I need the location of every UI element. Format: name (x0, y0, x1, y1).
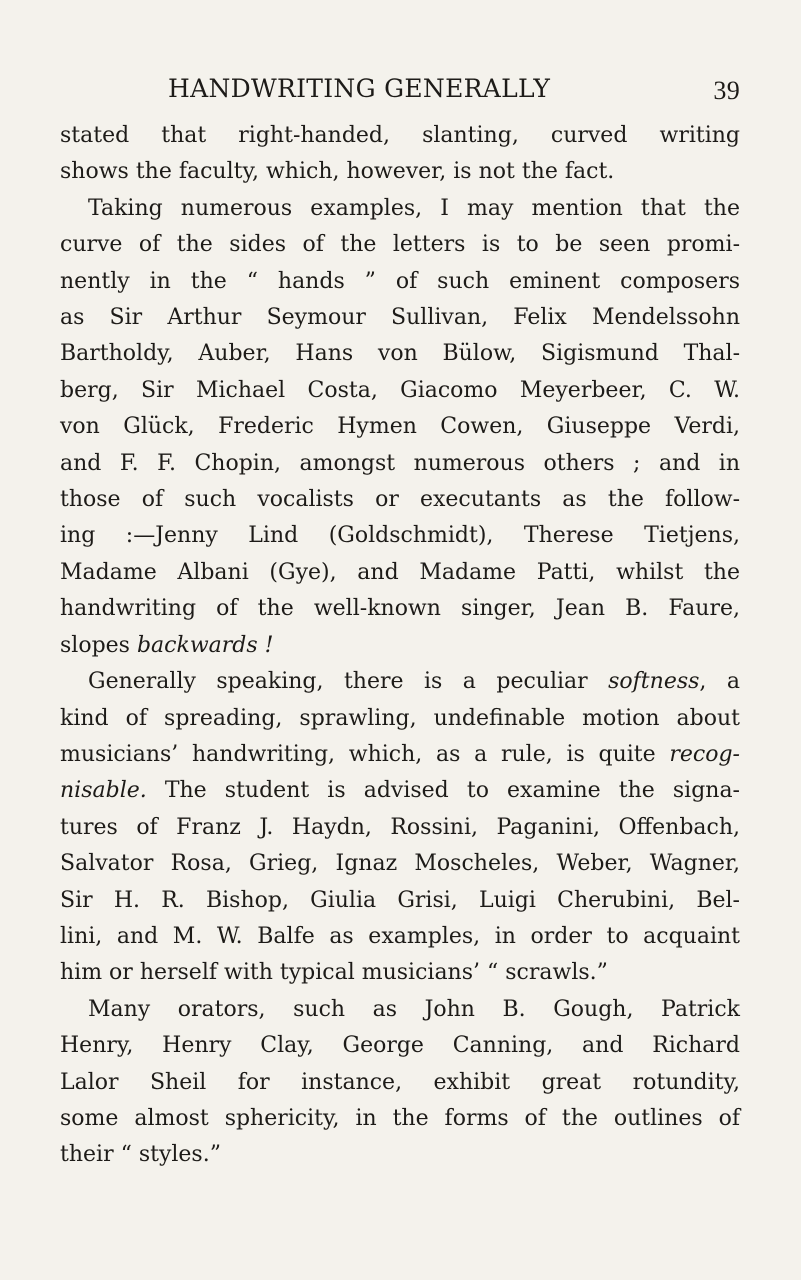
text-line: shows the faculty, which, however, is not the fact. (60, 159, 615, 185)
text-line: Taking numerous examples, I may mention that the (88, 195, 740, 221)
italic-emphasis: recog- (669, 741, 740, 767)
page-number: 39 (713, 76, 740, 105)
text-segment: Generally speaking, there is a peculiar (88, 669, 609, 695)
italic-emphasis: nisable. (60, 778, 147, 804)
text-segment: The student is advised to examine the signa- (146, 778, 740, 804)
text-line: lini, and M. W. Balfe as examples, in order to acquaint (60, 923, 740, 949)
text-line: handwriting of the well-known singer, Jean B. Faure, (60, 596, 740, 622)
text-line: Salvator Rosa, Grieg, Ignaz Moscheles, Weber, Wagner, (60, 851, 740, 877)
book-page (60, 74, 740, 1174)
text-line: berg, Sir Michael Costa, Giacomo Meyerbeer, C. W. (60, 377, 740, 403)
text-line: kind of spreading, sprawling, undefinable motion about (60, 705, 740, 731)
text-line: Madame Albani (Gye), and Madame Patti, whilst the (60, 559, 740, 585)
text-line (60, 664, 740, 700)
text-line: Many orators, such as John B. Gough, Patrick (88, 996, 740, 1022)
text-line (60, 773, 740, 809)
text-line: ing :—Jenny Lind (Goldschmidt), Therese Tietjens, (60, 523, 740, 549)
running-head (60, 74, 740, 114)
text-segment: slopes (60, 632, 137, 658)
text-line: tures of Franz J. Haydn, Rossini, Paganini, Offenbach, (60, 814, 740, 840)
text-segment: musicians’ handwriting, which, as a rule, is quite (60, 741, 670, 767)
text-line: Lalor Sheil for instance, exhibit great rotundity, (60, 1069, 740, 1095)
body-text (60, 118, 740, 1174)
italic-emphasis: softness (608, 669, 700, 695)
text-line: Henry, Henry Clay, George Canning, and Richard (60, 1033, 740, 1059)
text-line (60, 628, 740, 664)
text-line: and F. F. Chopin, amongst numerous others ; and in (60, 450, 740, 476)
text-line: von Glück, Frederic Hymen Cowen, Giuseppe Verdi, (60, 414, 740, 440)
text-line: curve of the sides of the letters is to be seen promi- (60, 232, 740, 258)
text-line: him or herself with typical musicians’ “ scrawls.” (60, 960, 608, 986)
text-line: some almost sphericity, in the forms of the outlines of (60, 1105, 740, 1131)
text-line: their “ styles.” (60, 1142, 221, 1168)
text-line (60, 737, 740, 773)
text-line: Sir H. R. Bishop, Giulia Grisi, Luigi Cherubini, Bel- (60, 887, 740, 913)
text-segment: , a (699, 669, 740, 695)
text-line: as Sir Arthur Seymour Sullivan, Felix Mendelssohn (60, 305, 740, 331)
text-line: those of such vocalists or executants as the follow- (60, 487, 740, 513)
running-title: HANDWRITING GENERALLY (168, 74, 551, 103)
text-line: stated that right-handed, slanting, curved writing (60, 123, 740, 148)
italic-emphasis: backwards ! (136, 632, 274, 658)
text-line: nently in the “ hands ” of such eminent composers (60, 268, 740, 294)
text-line: Bartholdy, Auber, Hans von Bülow, Sigismund Thal- (60, 341, 740, 367)
